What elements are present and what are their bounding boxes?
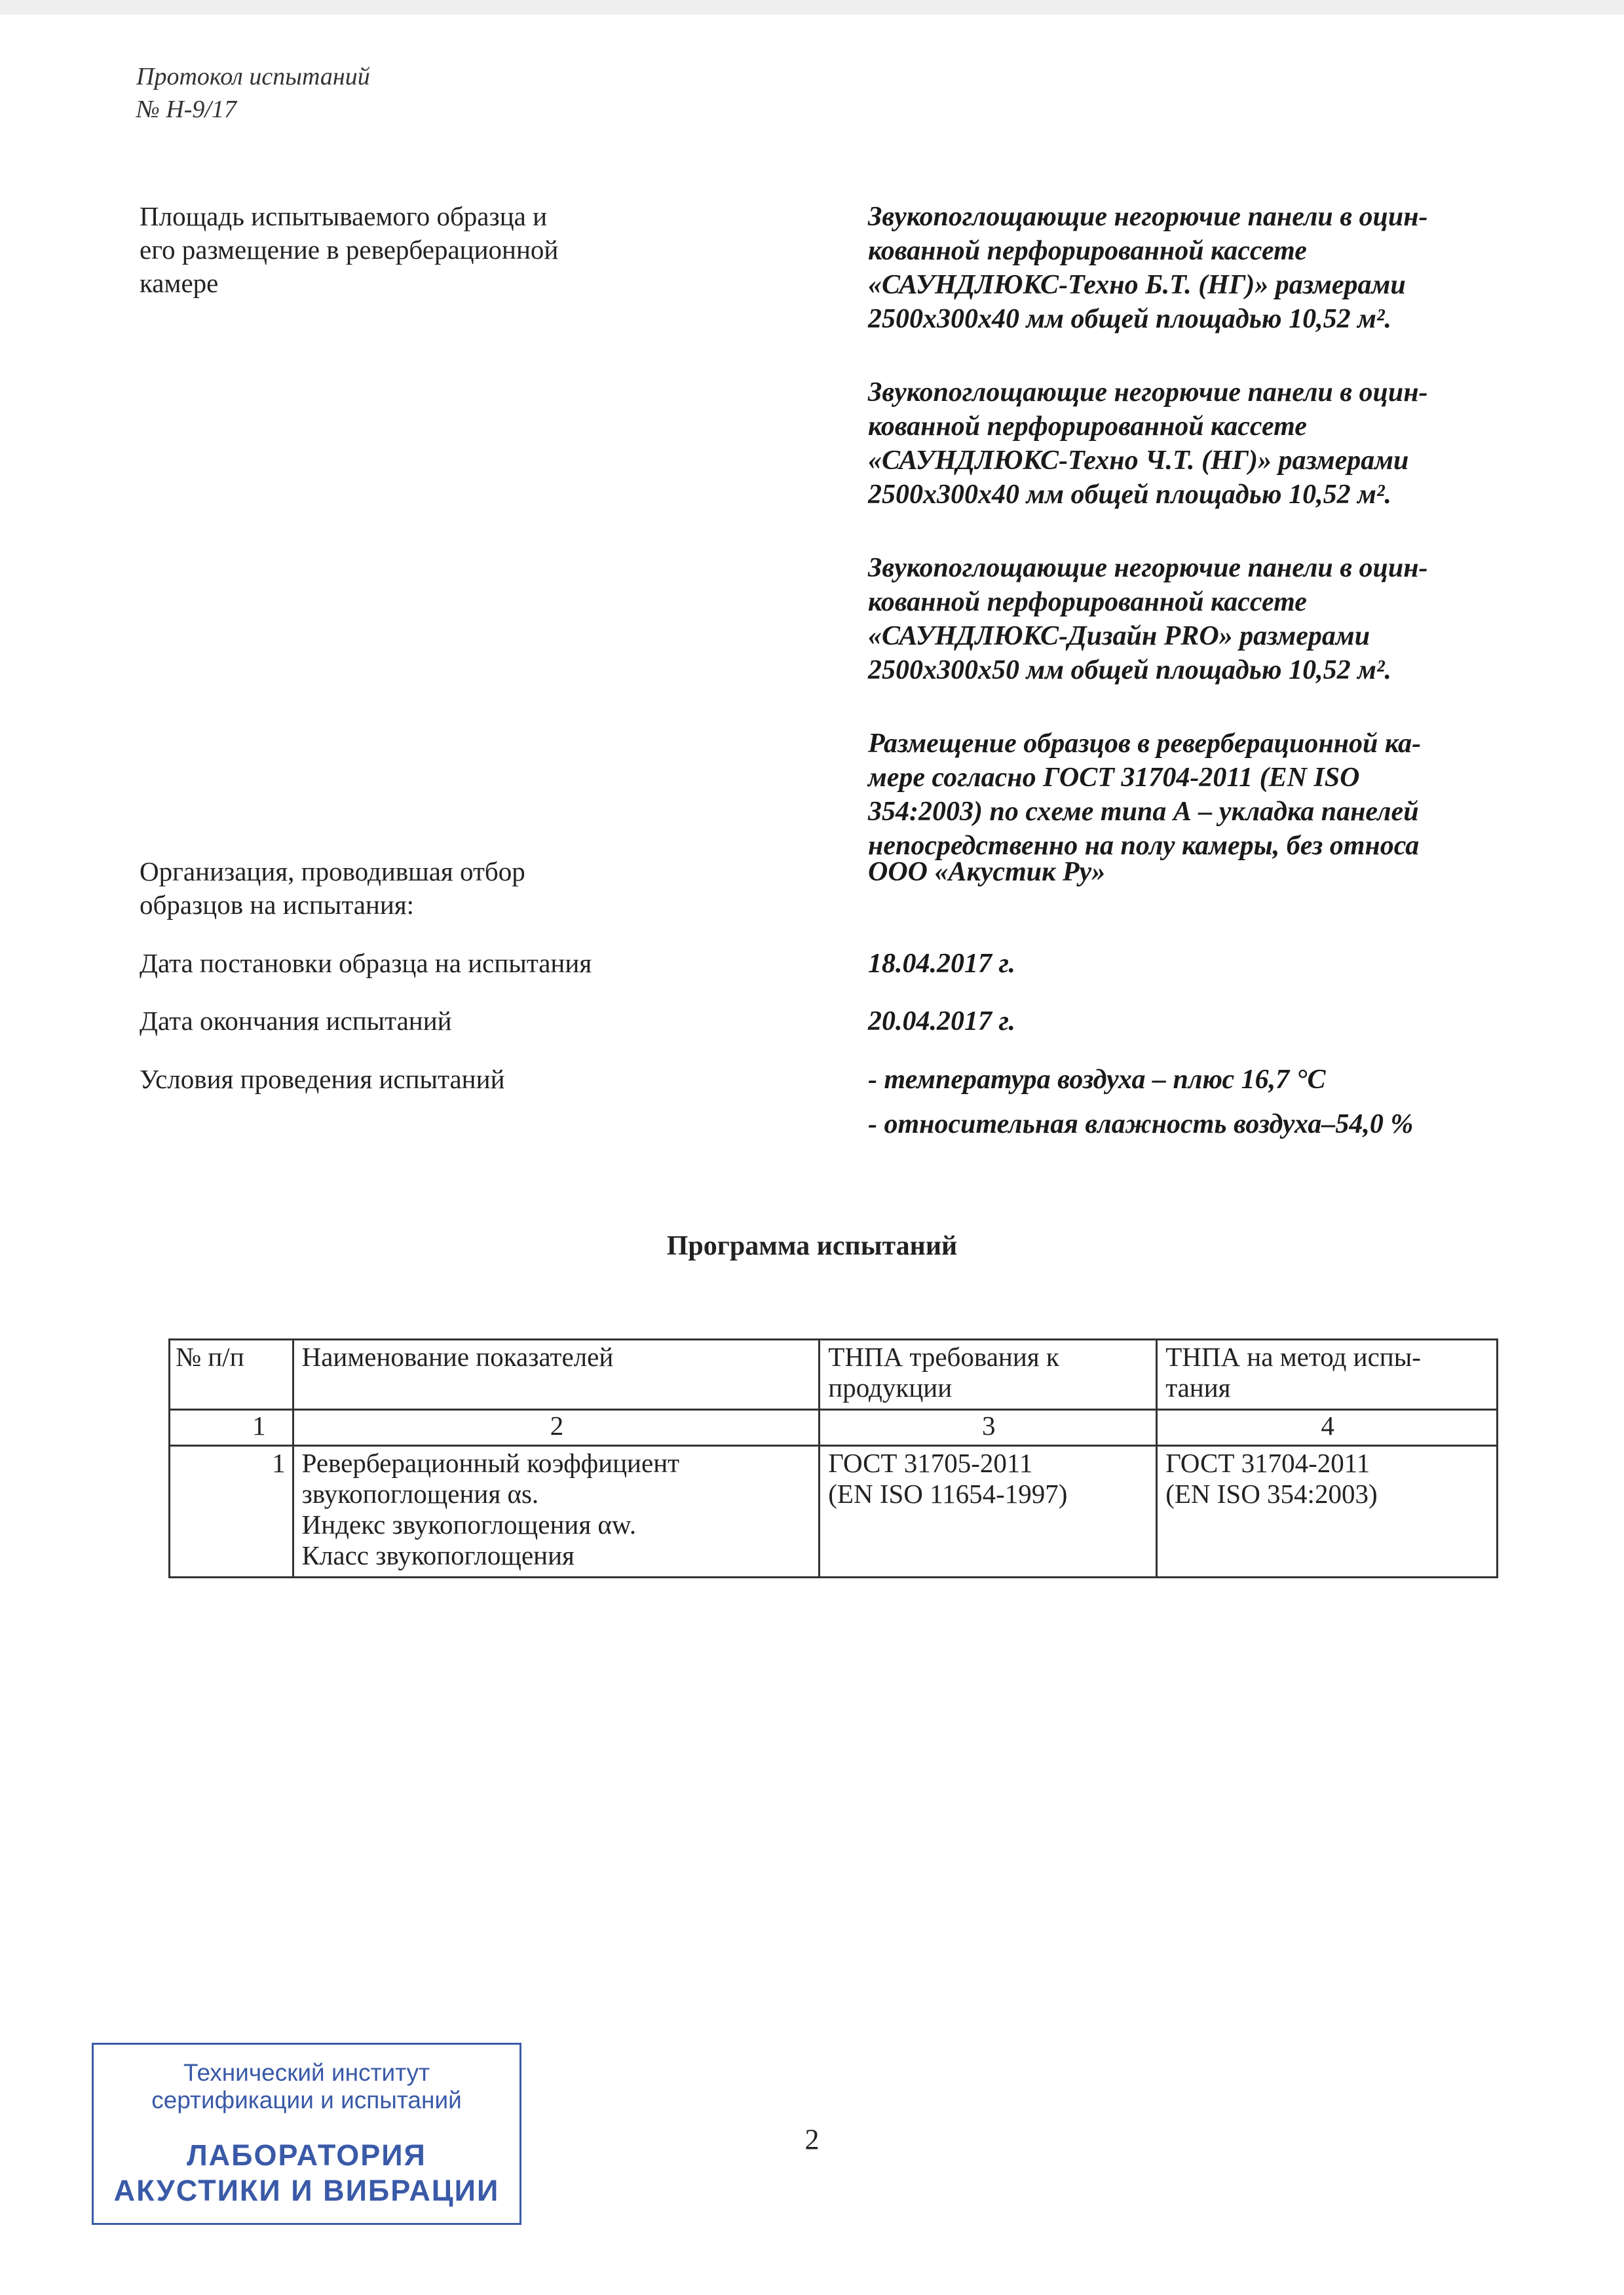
placement-description: Размещение образцов в реверберационной ка- мере согласно ГОСТ 31704-2011 (EN ISO 354:2003) по схеме типа А – укладка панелей непосредственно на полу камеры, без относа: [868, 729, 1422, 861]
air-humidity: - относительная влажность воздуха–54,0 %: [868, 1109, 1414, 1139]
product-design-pro: Звукопоглощающие негорючие панели в оцин- кованной перфорированной кассете «САУНДЛЮКС-Дизайн PRO» размерами 2500x300x50 мм общей площадью 10,52 м².: [868, 553, 1428, 685]
col-header-product-requirements: ТНПА требования к продукции: [820, 1340, 1157, 1410]
protocol-header: [136, 60, 370, 126]
start-date-value: 18.04.2017 г.: [868, 949, 1015, 979]
protocol-doc-type: Протокол испытаний: [136, 63, 370, 90]
sample-area-label: Площадь испытываемого образца и его размещение в реверберационной камере: [140, 201, 559, 298]
stamp-institute: Технический институт сертификации и испытаний: [151, 2059, 462, 2114]
product-techno-bt: Звукопоглощающие негорючие панели в оцин- кованной перфорированной кассете «САУНДЛЮКС-Техно Б.Т. (НГ)» размерами 2500x300x40 мм общей площадью 10,52 м².: [868, 202, 1428, 334]
start-date-label: Дата постановки образца на испытания: [140, 948, 592, 978]
end-date-label: Дата окончания испытаний: [140, 1006, 452, 1036]
air-temperature: - температура воздуха – плюс 16,7 °С: [868, 1065, 1326, 1095]
organization-label: Организация, проводившая отбор образцов на испытания:: [140, 856, 525, 920]
conditions-value: [868, 1057, 1556, 1147]
scan-edge: [0, 0, 1624, 14]
product-techno-cht: Звукопоглощающие негорючие панели в оцин- кованной перфорированной кассете «САУНДЛЮКС-Техно Ч.Т. (НГ)» размерами 2500x300x40 мм общей площадью 10,52 м².: [868, 377, 1428, 510]
col-header-number: № п/п: [170, 1340, 293, 1410]
protocol-number: № Н-9/17: [136, 96, 236, 123]
col-header-test-method: ТНПА на метод испы- тания: [1157, 1340, 1498, 1410]
row-test-method: ГОСТ 31704-2011 (EN ISO 354:2003): [1157, 1446, 1498, 1578]
col-header-indicators: Наименование показателей: [293, 1340, 820, 1410]
table-numbering-row: 1 2 3 4: [170, 1410, 1498, 1446]
organization-value: ООО «Акустик Ру»: [868, 857, 1106, 887]
program-title: Программа испытаний: [666, 1231, 958, 1261]
conditions-label: Условия проведения испытаний: [140, 1064, 505, 1094]
page-number: 2: [804, 2123, 820, 2155]
stamp-laboratory: ЛАБОРАТОРИЯ АКУСТИКИ И ВИБРАЦИИ: [113, 2138, 500, 2207]
sample-area-value: [868, 200, 1556, 863]
end-date-value: 20.04.2017 г.: [868, 1006, 1015, 1036]
program-table: [168, 1338, 1498, 1578]
row-number: 1: [170, 1446, 293, 1578]
table-header-row: [170, 1340, 1498, 1410]
row-product-requirements: ГОСТ 31705-2011 (EN ISO 11654-1997): [820, 1446, 1157, 1578]
row-indicators: Реверберационный коэффициент звукопоглощения αs. Индекс звукопоглощения αw. Класс звукопоглощения: [293, 1446, 820, 1578]
table-row: [170, 1446, 1498, 1578]
